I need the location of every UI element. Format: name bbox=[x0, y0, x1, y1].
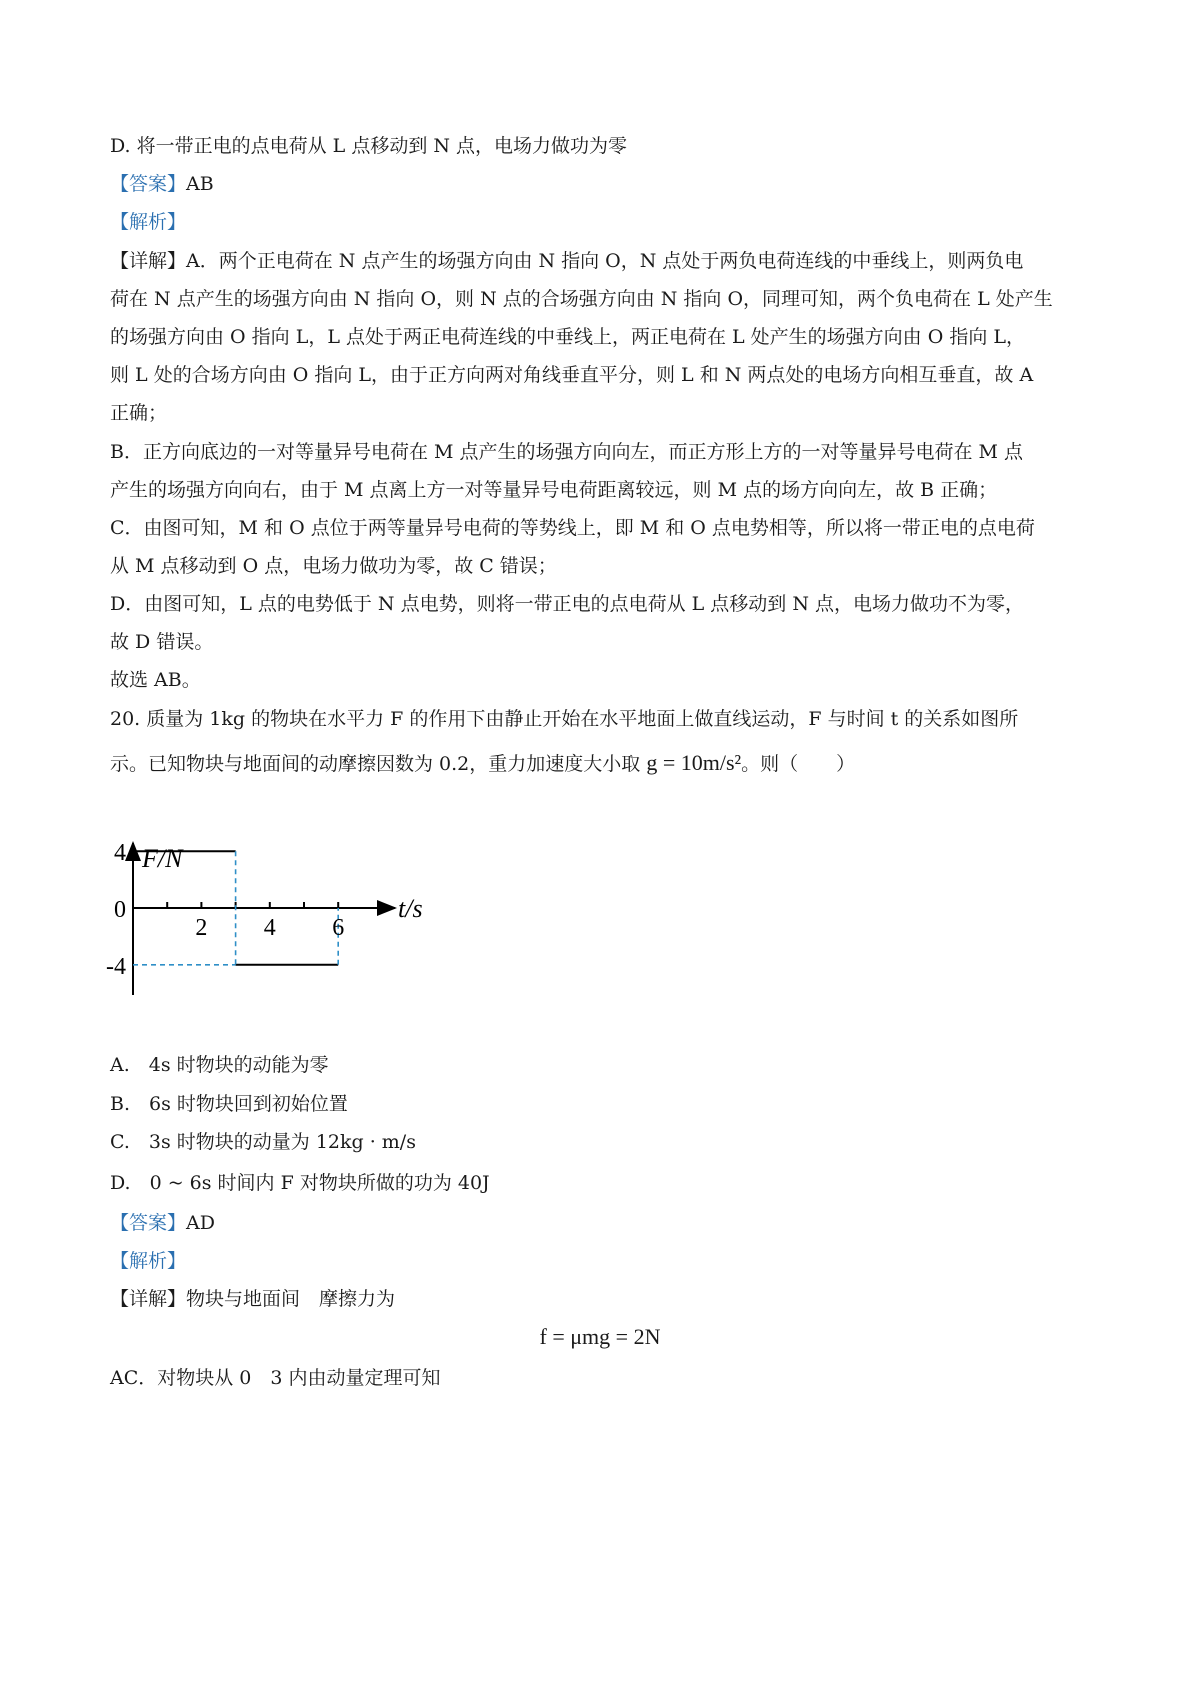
detail-tag: 【详解】 bbox=[110, 250, 187, 272]
q19-detail-line-5: 正确； bbox=[110, 402, 168, 424]
y-axis-label: F/N bbox=[142, 844, 183, 873]
x-tick-label: 6 bbox=[332, 915, 345, 941]
x-tick-label: 2 bbox=[195, 915, 208, 941]
q19-answer-line bbox=[110, 172, 214, 196]
q19-d-line-1: D．由图可知，L 点的电势低于 N 点电势，则将一带正电的点电荷从 L 点移动到 N 点，电场力做功不为零， bbox=[110, 593, 1024, 615]
q19-b-line-2: 产生的场强方向向右，由于 M 点离上方一对等量异号电荷距离较远，则 M 点的场方向向左，故 B 正确； bbox=[110, 479, 998, 501]
q20-option-c: C. 3s 时物块的动量为 12kg · m/s bbox=[110, 1131, 416, 1153]
q19-analysis-tag: 【解析】 bbox=[110, 211, 187, 233]
q19-answer: AB bbox=[186, 173, 214, 195]
q19-detail-line-4: 则 L 处的合场方向由 O 指向 L，由于正方向两对角线垂直平分，则 L 和 N 两点处的电场方向相互垂直，故 A bbox=[110, 364, 1034, 386]
q20-stem-text: 示。已知物块与地面间的动摩擦因数为 0.2，重力加速度大小取 bbox=[110, 753, 641, 775]
q20-ac-line: AC．对物块从 0 3 内由动量定理可知 bbox=[110, 1367, 441, 1389]
q19-conclusion: 故选 AB。 bbox=[110, 669, 201, 691]
force-time-graph bbox=[100, 835, 440, 1000]
q19-c-line-2: 从 M 点移动到 O 点，电场力做功为零，故 C 错误； bbox=[110, 555, 557, 577]
q20-option-b: B. 6s 时物块回到初始位置 bbox=[110, 1093, 348, 1115]
q20-stem-end: 。则（ ） bbox=[741, 753, 856, 775]
q20-detail-line bbox=[110, 1287, 395, 1311]
q19-c-line-1: C．由图可知，M 和 O 点位于两等量异号电荷的等势线上，即 M 和 O 点电势相等，所以将一带正电的点电荷 bbox=[110, 517, 1035, 539]
y-tick-label: 0 bbox=[114, 897, 126, 923]
gravity-formula: g = 10m/s² bbox=[646, 750, 742, 775]
q19-detail-line-2: 荷在 N 点产生的场强方向由 N 指向 O，则 N 点的合场强方向由 N 指向 O，同理可知，两个负电荷在 L 处产生 bbox=[110, 288, 1053, 310]
x-axis-label: t/s bbox=[398, 894, 423, 923]
q20-stem-line-2 bbox=[110, 751, 855, 776]
q19-detail-line-1 bbox=[110, 249, 1023, 273]
q20-answer: AD bbox=[186, 1212, 215, 1234]
q19-detail-line-3: 的场强方向由 O 指向 L，L 点处于两正电荷连线的中垂线上，两正电荷在 L 处产生的场强方向由 O 指向 L， bbox=[110, 326, 1025, 348]
q20-stem-line-1: 20. 质量为 1kg 的物块在水平力 F 的作用下由静止开始在水平地面上做直线运动，F 与时间 t 的关系如图所 bbox=[110, 708, 1019, 730]
q20-detail-text: 物块与地面间 摩擦力为 bbox=[186, 1288, 396, 1310]
x-tick-label: 4 bbox=[263, 915, 276, 941]
q19-option-d: D. 将一带正电的点电荷从 L 点移动到 N 点，电场力做功为零 bbox=[110, 135, 628, 157]
q20-option-d: D. 0 ~ 6s 时间内 F 对物块所做的功为 40J bbox=[110, 1172, 490, 1194]
detail-tag: 【详解】 bbox=[110, 1288, 187, 1310]
q19-detail-text-1: A．两个正电荷在 N 点产生的场强方向由 N 指向 O，N 点处于两负电荷连线的中垂线上，则两负电 bbox=[186, 250, 1024, 272]
graph-labels bbox=[106, 840, 423, 980]
answer-tag: 【答案】 bbox=[110, 1212, 187, 1234]
y-tick-label: 4 bbox=[114, 840, 126, 867]
q20-answer-line bbox=[110, 1211, 215, 1235]
answer-tag: 【答案】 bbox=[110, 173, 187, 195]
q20-analysis-tag: 【解析】 bbox=[110, 1250, 187, 1272]
y-tick-label: -4 bbox=[106, 953, 126, 980]
q19-d-line-2: 故 D 错误。 bbox=[110, 631, 214, 653]
q19-b-line-1: B．正方向底边的一对等量异号电荷在 M 点产生的场强方向向左，而正方形上方的一对等量异号电荷在 M 点 bbox=[110, 441, 1024, 463]
q20-option-a: A. 4s 时物块的动能为零 bbox=[110, 1054, 329, 1076]
friction-formula: f = μmg = 2N bbox=[539, 1324, 661, 1349]
